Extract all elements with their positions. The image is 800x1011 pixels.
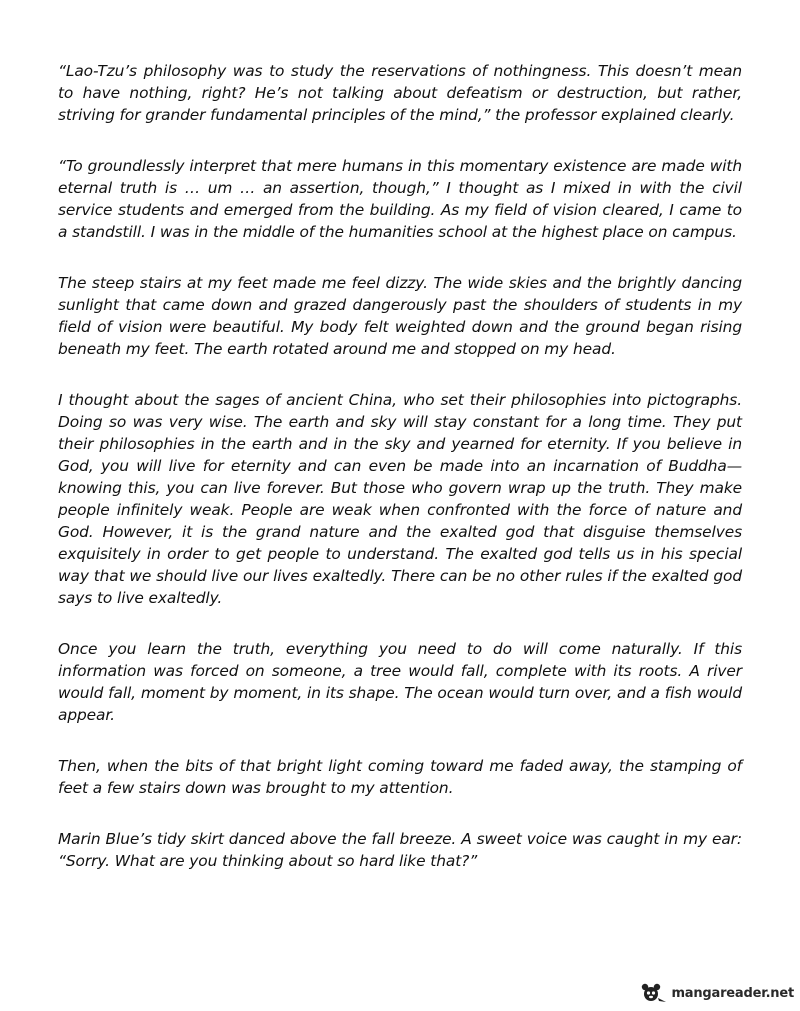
paragraph-4: I thought about the sages of ancient China, who set their philosophies into pictographs. Doing so was very wise. The earth and sky will stay constant for a long time. They put their philosophies in the earth and in the sky and yearned for eternity. If you believe in God, you will live for eternity and can even be made into an incarnation of Buddha—knowing this, you can live forever. But those who govern wrap up the truth. They make people infinitely weak. People are weak when confronted with the force of nature and God. However, it is the grand nature and the exalted god that disguise themselves exquisitely in order to get people to understand. The exalted god tells us in his special way that we should live our lives exaltedly. There can be no other rules if the exalted god says to live exaltedly. — [58, 391, 742, 607]
paragraph-7: Marin Blue’s tidy skirt danced above the fall breeze. A sweet voice was caught in my ear: “Sorry. What are you thinking about so hard like that?” — [58, 830, 742, 870]
watermark-text: mangareader.net — [671, 985, 794, 1001]
text-page — [58, 60, 742, 901]
mangareader-logo-icon — [638, 981, 668, 1005]
paragraph-2: “To groundlessly interpret that mere humans in this momentary existence are made with eternal truth is … um … an assertion, though,” I thought as I mixed in with the civil service students and emerged from the building. As my field of vision cleared, I came to a standstill. I was in the middle of the humanities school at the highest place on campus. — [58, 157, 742, 241]
paragraph-6: Then, when the bits of that bright light coming toward me faded away, the stamping of feet a few stairs down was brought to my attention. — [58, 757, 742, 797]
paragraph-1: “Lao-Tzu’s philosophy was to study the reservations of nothingness. This doesn’t mean to have nothing, right? He’s not talking about defeatism or destruction, but rather, striving for grander fundamental principles of the mind,” the professor explained clearly. — [58, 62, 742, 124]
paragraph-3: The steep stairs at my feet made me feel dizzy. The wide skies and the brightly dancing sunlight that came down and grazed dangerously past the shoulders of students in my field of vision were beautiful. My body felt weighted down and the ground began rising beneath my feet. The earth rotated around me and stopped on my head. — [58, 274, 742, 358]
paragraph-5: Once you learn the truth, everything you need to do will come naturally. If this information was forced on someone, a tree would fall, complete with its roots. A river would fall, moment by moment, in its shape. The ocean would turn over, and a fish would appear. — [58, 640, 742, 724]
watermark — [638, 981, 794, 1005]
